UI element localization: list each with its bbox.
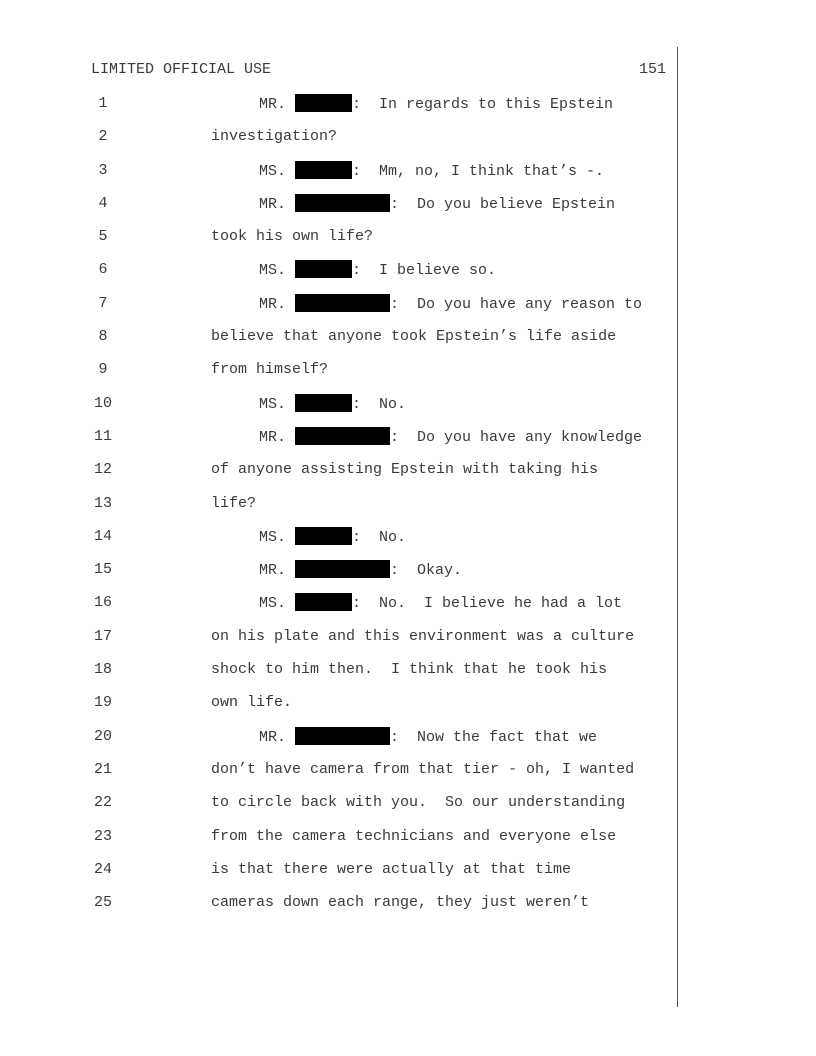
redaction-block (295, 560, 390, 578)
redaction-block (295, 527, 352, 545)
redaction-block (295, 161, 352, 179)
transcript-line (0, 593, 816, 626)
transcript-line (0, 827, 816, 860)
transcript-line (0, 627, 816, 660)
line-content: is that there were actually at that time (211, 860, 572, 878)
line-content: : Do you believe Epstein (390, 195, 616, 213)
redaction-block (295, 194, 390, 212)
line-text (259, 161, 604, 182)
line-content: shock to him then. I think that he took his (211, 661, 608, 679)
line-text (211, 360, 328, 380)
transcript-line (0, 727, 816, 760)
line-number: 13 (93, 494, 112, 512)
transcript-line (0, 294, 816, 327)
line-text (259, 527, 406, 548)
line-number: 8 (98, 328, 108, 346)
redaction-block (295, 94, 352, 112)
line-text (211, 827, 616, 847)
line-text (259, 94, 613, 115)
redaction-block (295, 727, 390, 745)
line-number: 1 (98, 95, 108, 112)
speaker-label: MR. (259, 195, 287, 213)
line-text (259, 394, 406, 415)
line-text (211, 627, 634, 647)
line-number: 21 (93, 760, 112, 778)
line-text (259, 194, 615, 215)
line-number: 6 (98, 261, 108, 279)
page-number: 151 (638, 61, 666, 78)
transcript-line (0, 693, 816, 726)
line-content: : Mm, no, I think that’s -. (352, 162, 605, 180)
transcript-line (0, 494, 816, 527)
transcript-line (0, 94, 816, 127)
line-content: of anyone assisting Epstein with taking his (211, 461, 599, 479)
line-number: 4 (98, 194, 108, 212)
transcript-line (0, 660, 816, 693)
redaction-block (295, 427, 390, 445)
line-text (211, 760, 634, 780)
line-text (259, 593, 622, 614)
line-text (211, 893, 589, 913)
transcript-line (0, 527, 816, 560)
line-number: 19 (93, 694, 112, 712)
line-number: 17 (93, 627, 112, 645)
line-text (211, 693, 292, 713)
transcript-line (0, 394, 816, 427)
line-content: life? (211, 494, 257, 512)
line-content: investigation? (211, 128, 338, 146)
transcript-line (0, 194, 816, 227)
line-text (259, 294, 642, 315)
speaker-label: MS. (259, 595, 287, 613)
transcript-line (0, 860, 816, 893)
line-content: from himself? (211, 361, 329, 379)
line-content: took his own life? (211, 228, 374, 246)
transcript-line (0, 127, 816, 160)
line-content: : Do you have any reason to (390, 295, 643, 313)
speaker-label: MS. (259, 162, 287, 180)
speaker-label: MR. (259, 562, 287, 580)
transcript-line (0, 161, 816, 194)
transcript-line (0, 360, 816, 393)
redaction-block (295, 260, 352, 278)
transcript-line (0, 327, 816, 360)
redaction-block (295, 394, 352, 412)
line-number: 12 (93, 461, 112, 479)
line-content: don’t have camera from that tier - oh, I wanted (211, 760, 635, 778)
transcript-line (0, 227, 816, 260)
line-number: 5 (98, 228, 108, 246)
line-text (211, 494, 256, 514)
line-content: cameras down each range, they just weren’t (211, 894, 590, 912)
page-header (91, 61, 666, 81)
line-number: 18 (93, 661, 112, 679)
line-number: 16 (93, 594, 112, 612)
line-content: to circle back with you. So our understanding (211, 794, 626, 812)
speaker-label: MR. (259, 295, 287, 313)
transcript-body (0, 94, 816, 926)
line-number: 14 (93, 527, 112, 545)
line-number: 25 (93, 894, 112, 912)
transcript-line (0, 560, 816, 593)
line-text (211, 460, 598, 480)
transcript-line (0, 427, 816, 460)
classification-marking: LIMITED OFFICIAL USE (91, 61, 272, 78)
line-text (259, 427, 642, 448)
line-text (259, 727, 597, 748)
speaker-label: MR. (259, 428, 287, 446)
line-content: : I believe so. (352, 262, 497, 280)
transcript-line (0, 793, 816, 826)
line-content: from the camera technicians and everyone else (211, 827, 617, 845)
line-content: on his plate and this environment was a culture (211, 627, 635, 645)
line-text (211, 327, 616, 347)
line-text (211, 660, 607, 680)
line-content: : Now the fact that we (390, 728, 598, 746)
line-content: believe that anyone took Epstein’s life aside (211, 328, 617, 346)
line-content: own life. (211, 694, 293, 712)
line-number: 20 (93, 727, 112, 745)
line-text (211, 793, 625, 813)
speaker-label: MR. (259, 728, 287, 746)
line-text (259, 260, 496, 281)
line-number: 3 (98, 161, 108, 179)
line-text (211, 227, 373, 247)
line-text (259, 560, 462, 581)
speaker-label: MR. (259, 96, 287, 113)
line-text (211, 127, 337, 147)
line-text (211, 860, 571, 880)
line-number: 23 (93, 827, 112, 845)
line-number: 24 (93, 860, 112, 878)
line-content: : No. (352, 395, 407, 413)
line-number: 10 (93, 394, 112, 412)
speaker-label: MS. (259, 395, 287, 413)
line-content: : Okay. (390, 562, 463, 580)
line-number: 22 (93, 794, 112, 812)
line-content: : In regards to this Epstein (352, 96, 614, 113)
line-content: : No. (352, 528, 407, 546)
redaction-block (295, 593, 352, 611)
speaker-label: MS. (259, 528, 287, 546)
line-number: 9 (98, 361, 108, 379)
line-number: 11 (93, 427, 112, 445)
line-content: : Do you have any knowledge (390, 428, 643, 446)
line-number: 2 (98, 128, 108, 146)
line-content: : No. I believe he had a lot (352, 595, 623, 613)
redaction-block (295, 294, 390, 312)
transcript-line (0, 893, 816, 926)
line-number: 7 (98, 294, 108, 312)
line-number: 15 (93, 561, 112, 579)
transcript-line (0, 760, 816, 793)
transcript-line (0, 460, 816, 493)
speaker-label: MS. (259, 262, 287, 280)
transcript-line (0, 260, 816, 293)
